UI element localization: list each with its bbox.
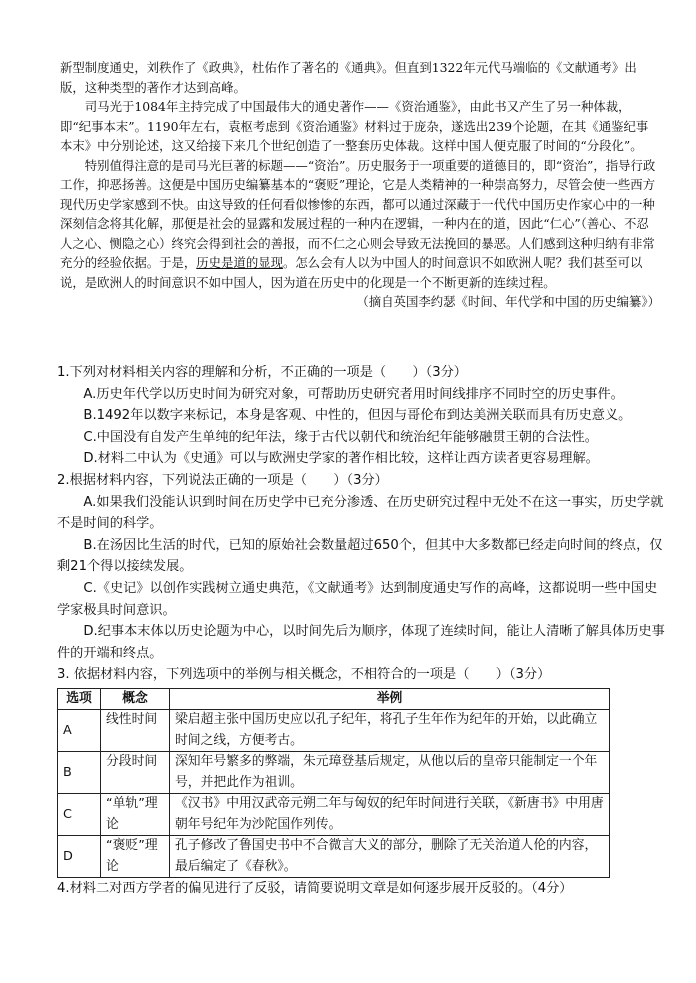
underlined-phrase: 历史是道的显现 xyxy=(196,255,284,270)
table-cell-concept: “单轨”理论 xyxy=(101,794,170,836)
table-row xyxy=(58,752,610,794)
question-1-option-a: A.历史年代学以历史时间为研究对象，可帮助历史研究者用时间线排序不同时空的历史事件。 xyxy=(83,386,624,402)
table-cell-option: D xyxy=(58,836,101,878)
table-cell-example: 《汉书》中用汉武帝元朔二年与匈奴的纪年时间进行关联，《新唐书》中用唐朝年号纪年为沙陀国作列传。 xyxy=(170,794,610,836)
table-cell-example: 深知年号繁多的弊端，朱元璋登基后规定，从他以后的皇帝只能制定一个年号，并把此作为祖训。 xyxy=(170,752,610,794)
question-2-option-b: B.在汤因比生活的时代，已知的原始社会数量超过650个，但其中大多数都已经走向时间的终点，仅剩21个得以接续发展。 xyxy=(57,537,663,575)
passage-paragraph-2: 司马光于1084年主持完成了中国最伟大的通史著作——《资治通鉴》，由此书又产生了另一种体裁，即“纪事本末”。1190年左右，袁枢考虑到《资治通鉴》材料过于庞杂，遂选出239个论题，在其《通鉴纪事本末》中分别论述，这又给接下来几个世纪创造了一整套历史体裁。这样中国人便克服了时间的“分段化”。 xyxy=(60,99,649,153)
table-cell-concept: 线性时间 xyxy=(101,710,170,752)
table-cell-concept: 分段时间 xyxy=(101,752,170,794)
question-2-option-a: A.如果我们没能认识到时间在历史学中已充分渗透、在历史研究过程中无处不在这一事实，历史学就不是时间的科学。 xyxy=(57,494,664,532)
question-2-stem: 2.根据材料内容，下列说法正确的一项是（ ）（3分） xyxy=(57,472,388,488)
table-cell-example: 孔子修改了鲁国史书中不合微言大义的部分，删除了无关治道人伦的内容，最后编定了《春秋》。 xyxy=(170,836,610,878)
passage-source: （摘自英国李约瑟《时间、年代学和中国的历史编纂》） xyxy=(356,294,660,309)
passage-paragraph-3 xyxy=(60,156,660,293)
table-header-row xyxy=(58,688,610,710)
table-header-example: 举例 xyxy=(170,688,610,710)
question-2-option-d: D.纪事本末体以历史论题为中心，以时间先后为顺序，体现了连续时间，能让人清晰了解具体历史事件的开端和终点。 xyxy=(57,624,665,661)
table-header-option: 选项 xyxy=(58,688,101,710)
table-cell-option: A xyxy=(58,710,101,752)
table-cell-option: B xyxy=(58,752,101,794)
reading-passage xyxy=(60,58,660,312)
question-3-stem: 3. 依据材料内容，下列选项中的举例与相关概念，不相符合的一项是（ ）（3分） xyxy=(57,667,551,683)
question-2-option-c: C.《史记》以创作实践树立通史典范，《文献通考》达到制度通史写作的高峰，这都说明一些中国史学家极具时间意识。 xyxy=(57,580,658,618)
question-4-stem: 4.材料二对西方学者的偏见进行了反驳，请简要说明文章是如何逐步展开反驳的。（4分） xyxy=(57,881,573,897)
table-row xyxy=(58,836,610,878)
question-1-stem: 1.下列对材料相关内容的理解和分析，不正确的一项是（ ）（3分） xyxy=(57,365,467,380)
table-row xyxy=(58,710,610,752)
table-row xyxy=(58,794,610,836)
table-cell-option: C xyxy=(58,794,101,836)
table-cell-example: 梁启超主张中国历史应以孔子纪年，将孔子生年作为纪年的开始，以此确立时间之线，方便考古。 xyxy=(170,710,610,752)
question-1-option-b: B.1492年以数字来标记，本身是客观、中性的，但因与哥伦布到达美洲关联而具有历史意义。 xyxy=(83,408,632,424)
question-1-option-d: D.材料二中认为《史通》可以与欧洲史学家的著作相比较，这样让西方读者更容易理解。 xyxy=(83,451,599,467)
passage-paragraph-1: 新型制度通史，刘秩作了《政典》，杜佑作了著名的《通典》。但直到1322年元代马端临的《文献通考》出版，这种类型的著作才达到高峰。 xyxy=(60,60,637,95)
table-header-concept: 概念 xyxy=(101,688,170,710)
table-cell-concept: “褒贬”理论 xyxy=(101,836,170,878)
question-1-option-c: C.中国没有自发产生单纯的纪年法，缘于古代以朝代和统治纪年能够融贯王朝的合法性。 xyxy=(83,429,598,445)
question-3-table xyxy=(57,688,610,879)
passage-text: 。怎么会有人以为中国人的时间意识不如欧洲人呢？我们甚至可以说，是欧洲人的时间意识不如中国人，因为道在历史中的化现是一个不断更新的连续过程。 xyxy=(60,255,643,290)
passage-text: 特别值得注意的是司马光巨著的标题——“资治”。历史服务于一项重要的道德目的，即“资治”，指导行政工作，抑恶扬善。这便是中国历史编纂基本的“褒贬”理论，它是人类精神的一种崇高努力，尽管会使一些西方现代历史学家感到不快。由这导致的任何看似惨惨的东西，都可以通过深藏于一代代中国历史作家心中的一种深刻信念将其化解，那便是社会的显露和发展过程的一种内在逻辑，一种内在的道，因此“仁心”（善心、不忍人之心、恻隐之心）终究会得到社会的善报，而不仁之心则会导致无法挽回的暴恶。人们感到这种归纳有非常充分的经验依据。于是， xyxy=(60,157,656,270)
question-section xyxy=(57,362,667,900)
